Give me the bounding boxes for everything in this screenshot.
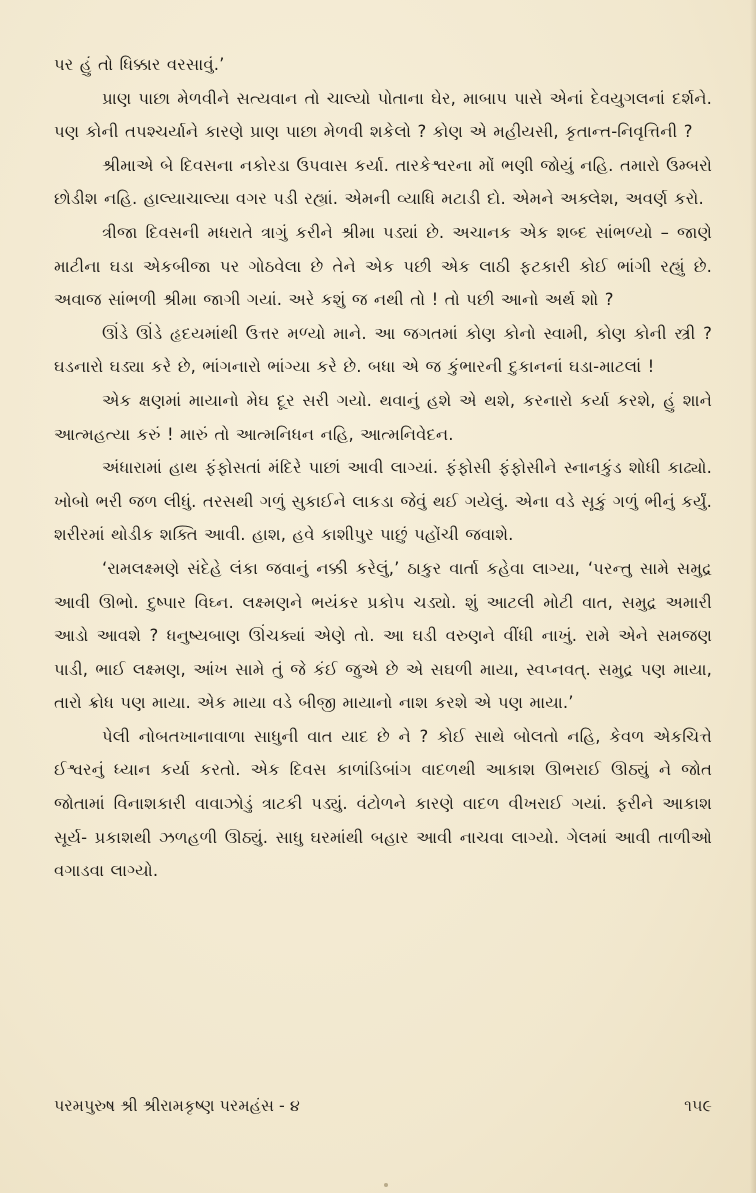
paragraph-4: ત્રીજા દિવસની મધરાતે ત્રાગું કરીને શ્રીમા પડ્યાં છે. અચાનક એક શબ્દ સાંભળ્યો – જાણે માટીના ઘડા એકબીજા પર ગોઠવેલા છે તેને એક પછી એક લાઠી ફટકારી કોઈ ભાંગી રહ્યું છે. અવાજ સાંભળી શ્રીમા જાગી ગયાં. અરે કશું જ નથી તો ! તો પછી આનો અર્થ શો ? (54, 222, 712, 310)
paper-speck (384, 1183, 388, 1187)
paragraph-6: એક ક્ષણમાં માયાનો મેઘ દૂર સરી ગયો. થવાનું હશે એ થશે, કરનારો કર્યા કરશે, હું શાને આત્મહત્યા કરું ! મારું તો આત્મનિધન નહિ, આત્મનિવેદન. (54, 390, 712, 444)
page-number: ૧૫૯ (684, 1096, 712, 1115)
paragraph-8: ‘રામલક્ષ્મણે સંદેહે લંકા જવાનું નક્કી કરેલું,’ ઠાકુર વાર્તા કહેવા લાગ્યા, ‘પરન્તુ સામે સમુદ્ર આવી ઊભો. દુષ્પાર વિઘ્ન. લક્ષ્મણને ભયંકર પ્રકોપ ચડ્યો. શું આટલી મોટી વાત, સમુદ્ર અમારી આડો આવશે ? ધનુષ્યબાણ ઊંચક્યાં એણે તો. આ ઘડી વરુણને વીંધી નાખું. રામે એને સમજણ પાડી, ભાઈ લક્ષ્મણ, આંખ સામે તું જે કંઈ જુએ છે એ સઘળી માયા, સ્વપ્નવત્. સમુદ્ર પણ માયા, તારો ક્રોધ પણ માયા. એક માયા વડે બીજી માયાનો નાશ કરશે એ પણ માયા.’ (54, 558, 712, 713)
page-body (54, 48, 712, 888)
paragraph-2: પ્રાણ પાછા મેળવીને સત્યવાન તો ચાલ્યો પોતાના ઘેર, માબાપ પાસે એનાં દેવયુગલનાં દર્શને. પણ કોની તપશ્ચર્યાને કારણે પ્રાણ પાછા મેળવી શકેલો ? કોણ એ મહીયસી, કૃતાન્ત-નિવૃત્તિની ? (54, 88, 712, 142)
page-edge-shadow (750, 0, 756, 1193)
paragraph-1: પર હું તો ધિક્કાર વરસાવું.’ (54, 55, 225, 74)
paragraph-7: અંધારામાં હાથ ફંફોસતાં મંદિરે પાછાં આવી લાગ્યાં. ફંફોસી ફંફોસીને સ્નાનકુંડ શોધી કાઢ્યો. ખોબો ભરી જળ લીધું. તરસથી ગળું સુકાઈને લાકડા જેવું થઈ ગયેલું. એના વડે સૂકું ગળું ભીનું કર્યું. શરીરમાં થોડીક શક્તિ આવી. હાશ, હવે કાશીપુર પાછું પહોંચી જવાશે. (54, 458, 712, 545)
paragraph-5: ઊંડે ઊંડે હૃદયમાંથી ઉત્તર મળ્યો માને. આ જગતમાં કોણ કોનો સ્વામી, કોણ કોની સ્ત્રી ? ઘડનારો ઘડ્યા કરે છે, ભાંગનારો ભાંગ્યા કરે છે. બધા એ જ કુંભારની દુકાનનાં ઘડા-માટલાં ! (54, 323, 712, 377)
paragraph-9: પેલી નોબતખાનાવાળા સાધુની વાત યાદ છે ને ? કોઈ સાથે બોલતો નહિ, કેવળ એકચિત્તે ઈશ્વરનું ધ્યાન કર્યા કરતો. એક દિવસ કાળાંડિબાંગ વાદળથી આકાશ ઊભરાઈ ઊઠ્યું ને જોત જોતામાં વિનાશકારી વાવાઝોડું ત્રાટકી પડ્યું. વંટોળને કારણે વાદળ વીખરાઈ ગયાં. ફરીને આકાશ સૂર્ય- પ્રકાશથી ઝળહળી ઊઠ્યું. સાધુ ઘરમાંથી બહાર આવી નાચવા લાગ્યો. ગેલમાં આવી તાળીઓ વગાડવા લાગ્યો. (54, 726, 712, 881)
paragraph-3: શ્રીમાએ બે દિવસના નકોરડા ઉપવાસ કર્યા. તારકેશ્વરના મોં ભણી જોયું નહિ. તમારો ઉમ્બરો છોડીશ નહિ. હાલ્યાચાલ્યા વગર પડી રહ્યાં. એમની વ્યાધિ મટાડી દો. એમને અક્લેશ, અવર્ણ કરો. (54, 155, 712, 209)
running-footer-title: પરમપુરુષ શ્રી શ્રીરામકૃષ્ણ પરમહંસ - ૪ (54, 1096, 300, 1115)
page-footer (54, 1096, 712, 1116)
